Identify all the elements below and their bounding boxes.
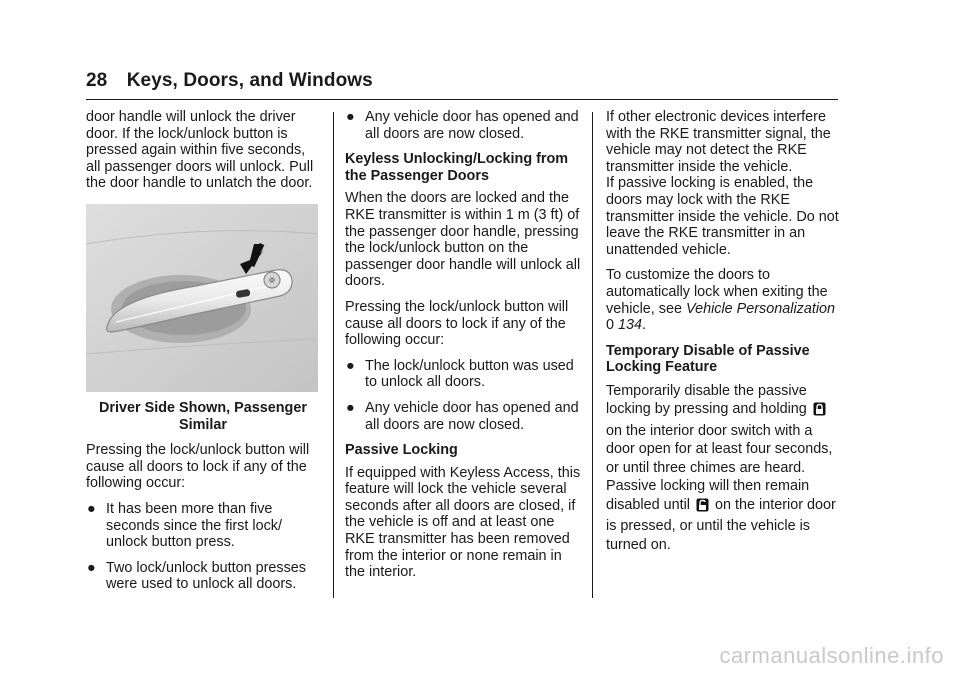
bullet-mark: ● xyxy=(346,357,355,374)
list-item: ● Any vehicle door has opened and all doors are now closed. xyxy=(346,109,579,142)
list-item: ● Any vehicle door has opened and all doors are now closed. xyxy=(346,399,579,433)
figure-caption: Driver Side Shown, Passenger Similar xyxy=(99,399,307,433)
page-title: Keys, Doors, and Windows xyxy=(126,70,373,91)
paragraph: If passive locking is enabled, the doors may lock with the RKE transmitter inside the vehicle. Do not leave the RKE transmitter in an unattended vehicle. xyxy=(606,175,839,258)
page-ref-mark: 0 xyxy=(606,317,615,334)
column-divider-2 xyxy=(592,112,593,598)
section-heading: Keyless Unlocking/Locking from the Passenger Doors xyxy=(345,151,569,184)
paragraph: If other electronic devices interfere with the RKE transmitter signal, the vehicle may not detect the RKE transmitter inside the vehicle. xyxy=(606,109,831,175)
paragraph: Temporarily disable the passive locking by pressing and holding on the interior door switch with a door open for at least four seconds, or until three chimes are heard. Passive locking will then remain disabled until on the interior door is pressed, or until the vehicle is turned on. xyxy=(606,382,836,553)
paragraph: Pressing the lock/unlock button will cause all doors to lock if any of the following occur: xyxy=(345,298,569,349)
lock-icon xyxy=(813,402,826,422)
column-1 xyxy=(86,109,320,602)
list-item: ● The lock/unlock button was used to unlock all doors. xyxy=(346,357,574,391)
column-3 xyxy=(606,109,842,563)
watermark: carmanualsonline.info xyxy=(719,643,944,668)
header-rule xyxy=(86,99,838,100)
column-divider-1 xyxy=(333,112,334,598)
door-handle-figure xyxy=(86,204,318,392)
section-heading: Passive Locking xyxy=(345,442,458,459)
page-number: 28 xyxy=(86,70,108,91)
paragraph: When the doors are locked and the RKE transmitter is within 1 m (3 ft) of the passenger door handle, pressing the lock/unlock button on the passenger door handle will unlock all doors. xyxy=(345,190,581,290)
paragraph: Pressing the lock/unlock button will cause all doors to lock if any of the following occur: xyxy=(86,442,310,492)
bullet-mark: ● xyxy=(87,500,96,517)
page-header xyxy=(86,70,373,92)
paragraph: To customize the doors to automatically lock when exiting the vehicle, see Vehicle Personalization 0 134. xyxy=(606,267,836,334)
column-2 xyxy=(345,109,581,590)
cross-reference-link[interactable]: Vehicle Personalization xyxy=(686,300,836,317)
bullet-mark: ● xyxy=(346,399,355,416)
door-handle-illustration xyxy=(86,204,318,392)
paragraph: door handle will unlock the driver door. If the lock/unlock button is pressed again within five seconds, all passenger doors will unlock. Pull the door handle to unlatch the door. xyxy=(86,109,314,192)
bullet-mark: ● xyxy=(346,109,355,125)
list-item: ● It has been more than five seconds since the first lock/ unlock button press. xyxy=(87,500,282,551)
unlock-icon xyxy=(696,498,709,518)
paragraph: If equipped with Keyless Access, this feature will lock the vehicle several seconds after all doors are closed, if the vehicle is off and at least one RKE transmitter has been removed from the interior or none remain in the interior. xyxy=(345,464,581,581)
section-heading: Temporary Disable of Passive Locking Feature xyxy=(606,342,810,376)
list-item: ● Two lock/unlock button presses were used to unlock all doors. xyxy=(87,559,306,593)
page-reference[interactable]: 134 xyxy=(618,317,643,334)
bullet-mark: ● xyxy=(87,559,96,576)
